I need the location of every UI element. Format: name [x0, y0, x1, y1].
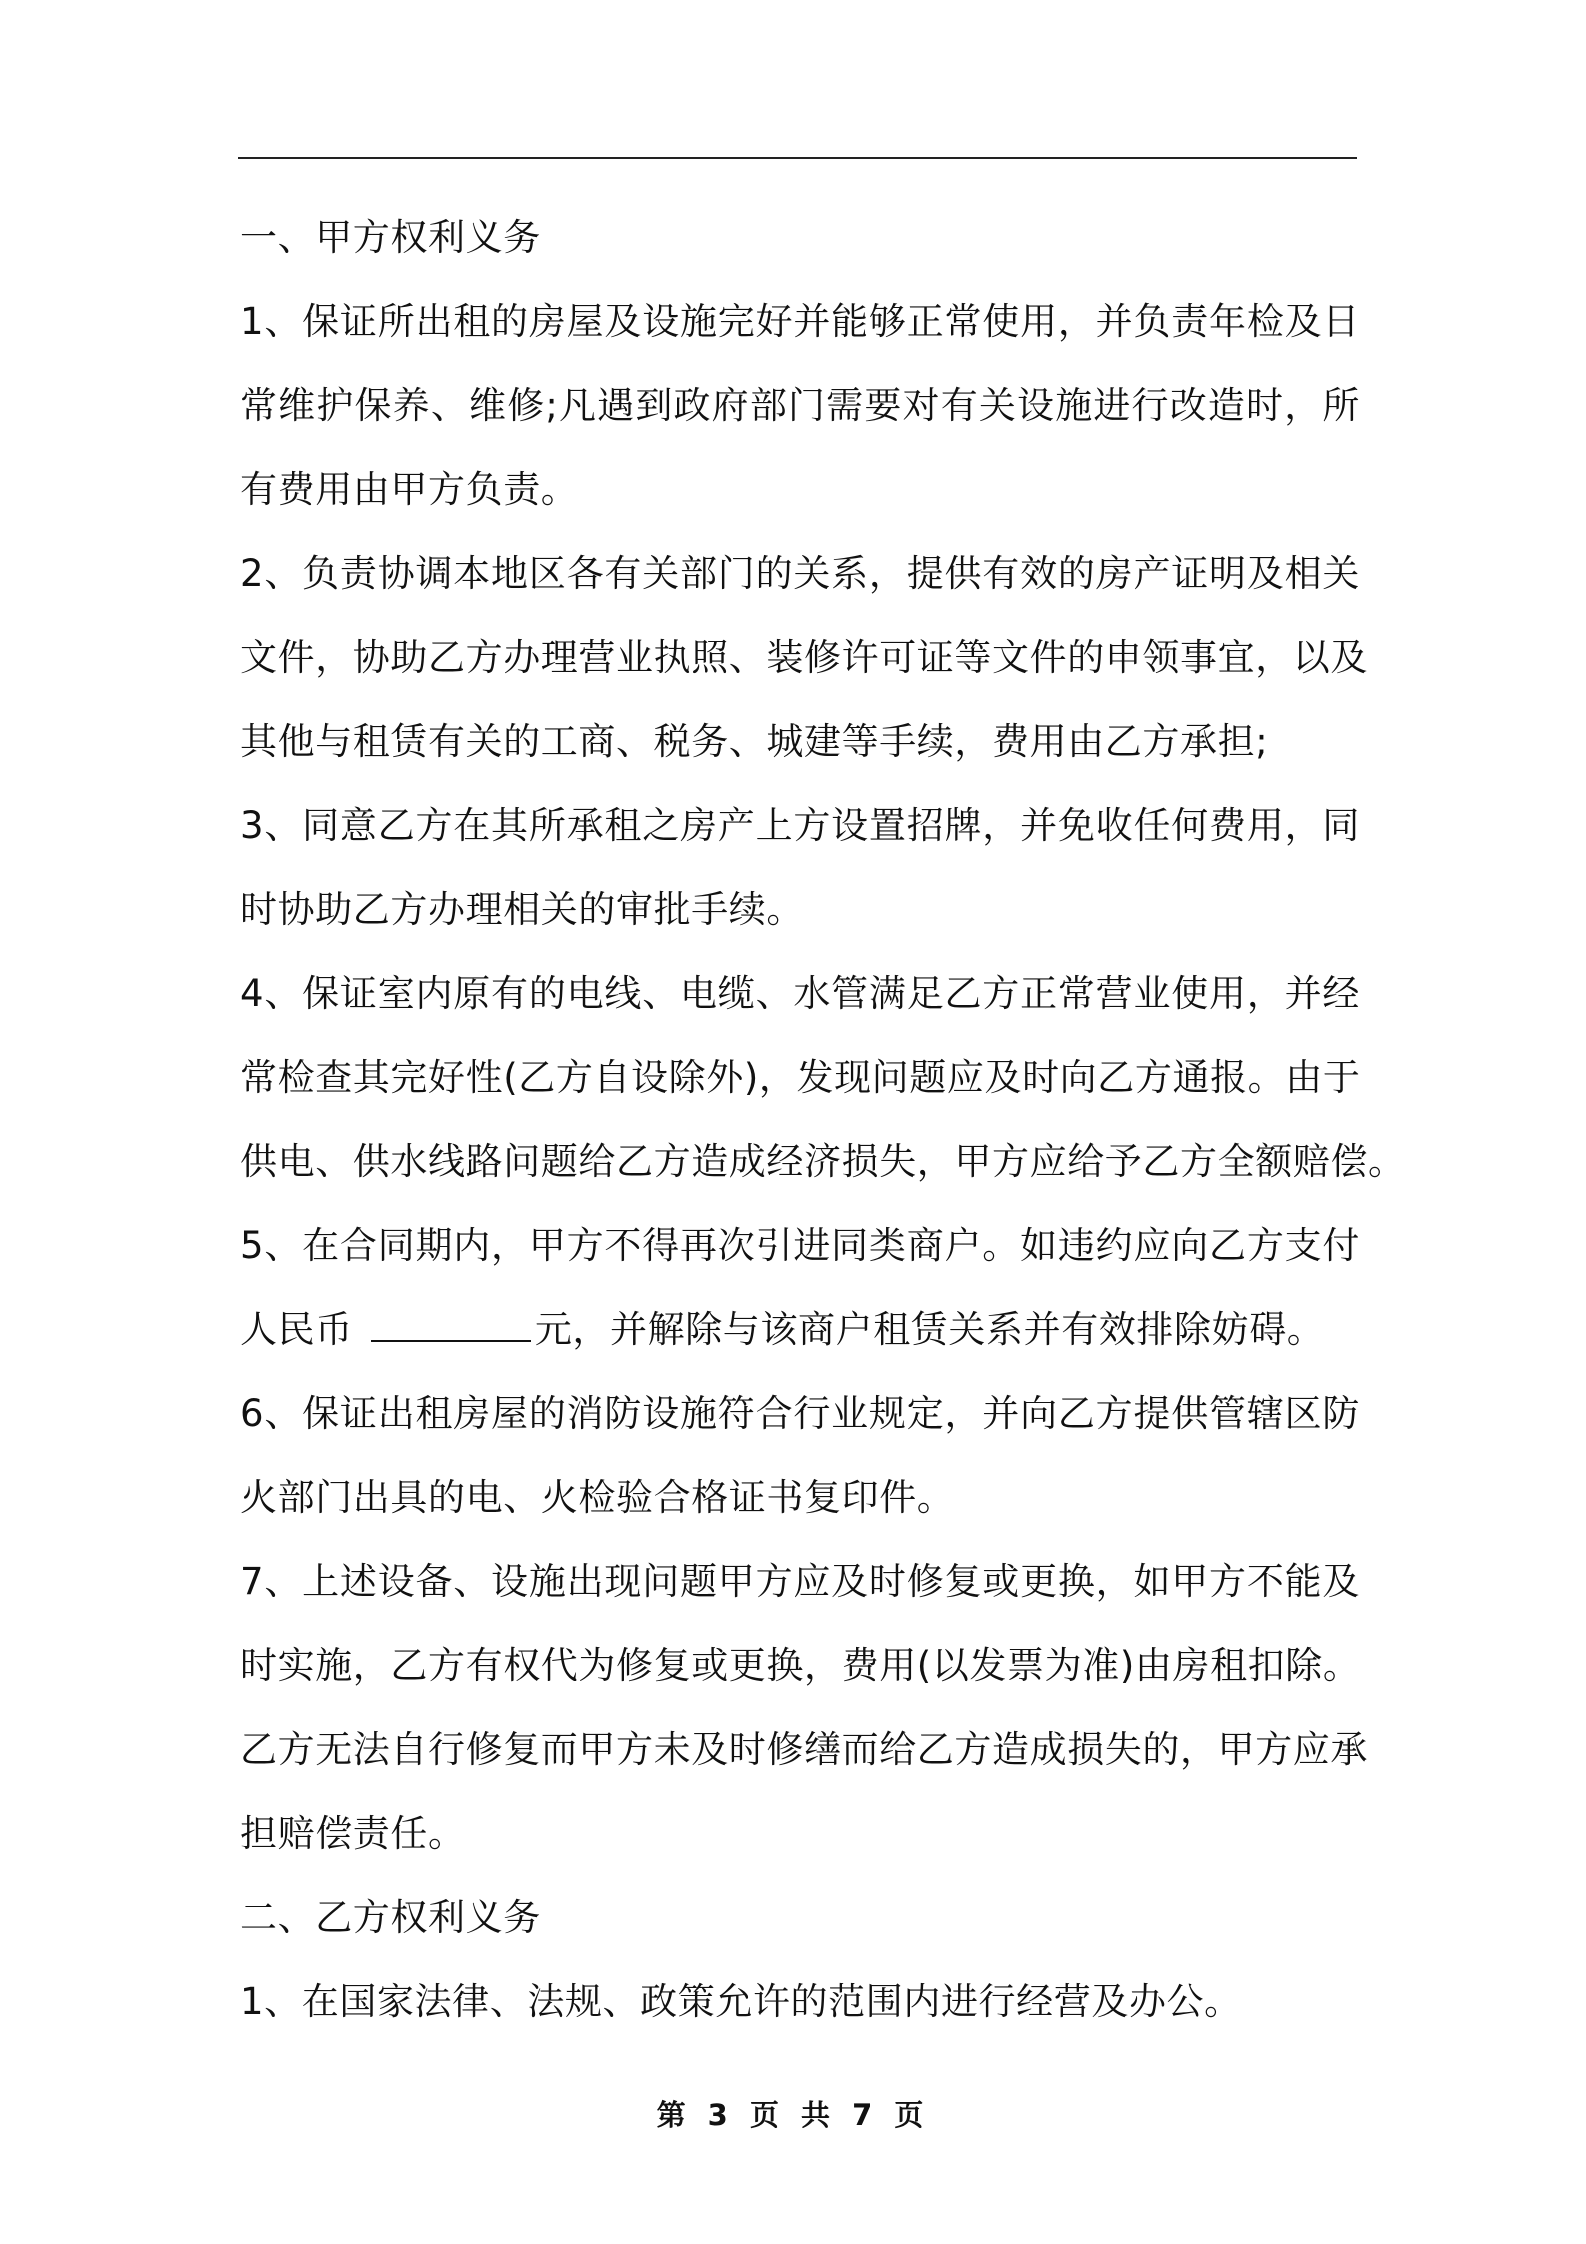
section-heading: 一、甲方权利义务 [240, 216, 541, 259]
paragraph-line: 1、保证所出租的房屋及设施完好并能够正常使用，并负责年检及日 [240, 300, 1360, 343]
fill-in-blank[interactable] [371, 1310, 531, 1342]
paragraph-line: 时实施，乙方有权代为修复或更换，费用(以发票为准)由房租扣除。 [240, 1644, 1361, 1687]
paragraph-line-with-blank [240, 1288, 1360, 1372]
blank-suffix-text: 元，并解除与该商户租赁关系并有效排除妨碍。 [534, 1308, 1325, 1351]
blank-prefix-text: 人民币 [240, 1308, 353, 1351]
paragraph-line: 火部门出具的电、火检验合格证书复印件。 [240, 1476, 955, 1519]
paragraph-line: 3、同意乙方在其所承租之房产上方设置招牌，并免收任何费用，同 [240, 804, 1360, 847]
paragraph-line: 1、在国家法律、法规、政策允许的范围内进行经营及办公。 [240, 1980, 1242, 2023]
paragraph-line: 7、上述设备、设施出现问题甲方应及时修复或更换，如甲方不能及 [240, 1560, 1360, 1603]
paragraph-line: 其他与租赁有关的工商、税务、城建等手续，费用由乙方承担; [240, 720, 1269, 763]
paragraph-line: 常维护保养、维修;凡遇到政府部门需要对有关设施进行改造时，所 [240, 384, 1360, 427]
section-heading: 二、乙方权利义务 [240, 1896, 541, 1939]
paragraph-line: 担赔偿责任。 [240, 1812, 466, 1855]
document-body [240, 196, 1406, 2044]
paragraph-line: 时协助乙方办理相关的审批手续。 [240, 888, 804, 931]
header-rule [238, 157, 1357, 159]
paragraph-line: 文件，协助乙方办理营业执照、装修许可证等文件的申领事宜，以及 [240, 636, 1368, 679]
paragraph-line: 6、保证出租房屋的消防设施符合行业规定，并向乙方提供管辖区防 [240, 1392, 1360, 1435]
paragraph-line: 5、在合同期内，甲方不得再次引进同类商户。如违约应向乙方支付 [240, 1224, 1360, 1267]
paragraph-line: 有费用由甲方负责。 [240, 468, 579, 511]
paragraph-line: 2、负责协调本地区各有关部门的关系，提供有效的房产证明及相关 [240, 552, 1360, 595]
paragraph-line: 乙方无法自行修复而甲方未及时修缮而给乙方造成损失的，甲方应承 [240, 1728, 1368, 1771]
paragraph-line: 常检查其完好性(乙方自设除外)，发现问题应及时向乙方通报。由于 [240, 1056, 1361, 1099]
page-number-footer: 第 3 页 共 7 页 [656, 2098, 930, 2132]
paragraph-line: 供电、供水线路问题给乙方造成经济损失，甲方应给予乙方全额赔偿。 [240, 1140, 1406, 1183]
paragraph-line: 4、保证室内原有的电线、电缆、水管满足乙方正常营业使用，并经 [240, 972, 1360, 1015]
